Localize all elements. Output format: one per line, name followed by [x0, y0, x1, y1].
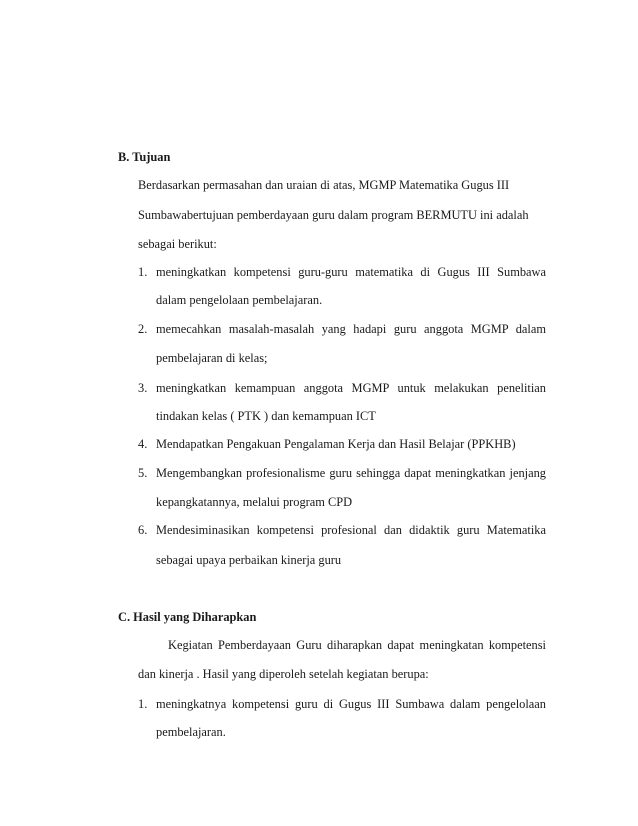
- list-item-number: 1.: [138, 697, 148, 711]
- section-b-intro-line-1: Berdasarkan permasahan dan uraian di atas, MGMP Matematika Gugus III: [138, 178, 510, 192]
- section-b-heading: B. Tujuan: [118, 150, 171, 164]
- list-item-text: meningkatkan kemampuan anggota MGMP untuk melakukan penelitian: [156, 381, 546, 395]
- list-item-text-cont: kepangkatannya, melalui program CPD: [156, 495, 353, 509]
- list-item-text: memecahkan masalah-masalah yang hadapi guru anggota MGMP dalam: [156, 322, 546, 336]
- list-item-text: meningkatnya kompetensi guru di Gugus III Sumbawa dalam pengelolaan: [156, 697, 546, 711]
- section-b-intro-line-2: Sumbawabertujuan pemberdayaan guru dalam program BERMUTU ini adalah: [138, 208, 529, 222]
- list-item-number: 6.: [138, 523, 148, 537]
- list-item-number: 5.: [138, 466, 148, 480]
- list-item-text-cont: pembelajaran di kelas;: [156, 351, 268, 365]
- section-c-heading: C. Hasil yang Diharapkan: [118, 610, 257, 624]
- list-item-text-cont: sebagai upaya perbaikan kinerja guru: [156, 553, 342, 567]
- section-b-intro-line-3: sebagai berikut:: [138, 237, 217, 251]
- list-item-text: Mendesiminasikan kompetensi profesional dan didaktik guru Matematika: [156, 523, 546, 537]
- list-item-text: Mendapatkan Pengakuan Pengalaman Kerja dan Hasil Belajar (PPKHB): [156, 437, 516, 451]
- list-item-text: Mengembangkan profesionalisme guru sehingga dapat meningkatkan jenjang: [156, 466, 546, 480]
- list-item-number: 4.: [138, 437, 148, 451]
- section-c-intro-line-2: dan kinerja . Hasil yang diperoleh setelah kegiatan berupa:: [138, 667, 429, 681]
- list-item-text-cont: pembelajaran.: [156, 725, 226, 739]
- list-item-number: 1.: [138, 265, 148, 279]
- section-c-intro-line-1: Kegiatan Pemberdayaan Guru diharapkan dapat meningkatan kompetensi: [168, 638, 546, 652]
- list-item-number: 2.: [138, 322, 148, 336]
- list-item-text-cont: dalam pengelolaan pembelajaran.: [156, 293, 323, 307]
- list-item-text: meningkatkan kompetensi guru-guru matematika di Gugus III Sumbawa: [156, 265, 546, 279]
- list-item-text-cont: tindakan kelas ( PTK ) dan kemampuan ICT: [156, 409, 376, 423]
- list-item-number: 3.: [138, 381, 148, 395]
